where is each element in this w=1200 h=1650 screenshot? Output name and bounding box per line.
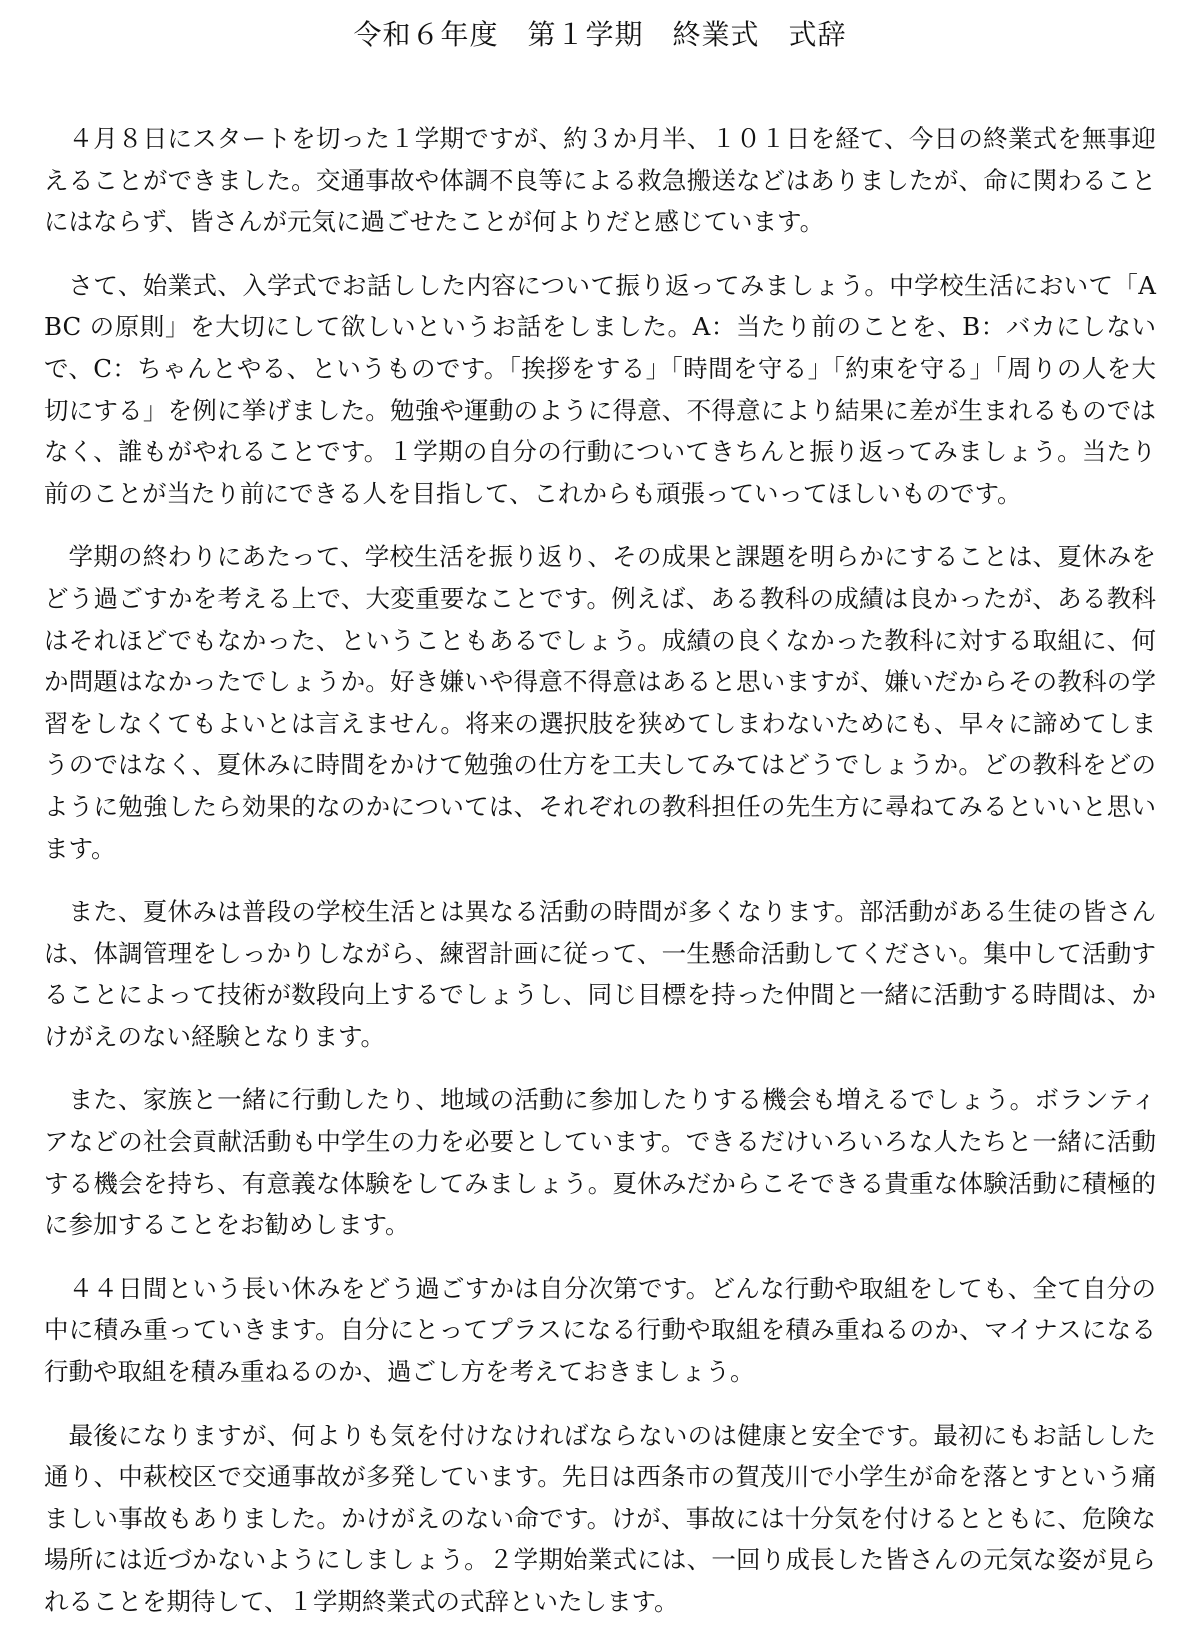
paragraph-4: また、夏休みは普段の学校生活とは異なる活動の時間が多くなります。部活動がある生徒の皆さんは、体調管理をしっかりしながら、練習計画に従って、一生懸命活動してください。集中して活動することによって技術が数段向上するでしょうし、同じ目標を持った仲間と一緒に活動する時間は、かけがえのない経験となります。 (44, 897, 1157, 1051)
document-body (44, 118, 1156, 1645)
document-title: 令和６年度 第１学期 終業式 式辞 (353, 18, 847, 51)
paragraph-6: ４４日間という長い休みをどう過ごすかは自分次第です。どんな行動や取組をしても、全て自分の中に積み重っていきます。自分にとってプラスになる行動や取組を積み重ねるのか、マイナスになる行動や取組を積み重ねるのか、過ごし方を考えておきましょう。 (44, 1273, 1156, 1387)
paragraph-2: さて、始業式、入学式でお話しした内容について振り返ってみましょう。中学校生活において「ABC の原則」を大切にして欲しいというお話をしました。A：当たり前のことを、B：バカにしないで、C：ちゃんとやる、というものです。「挨拶をする」「時間を守る」「約束を守る」「周りの人を大切にする」を例に挙げました。勉強や運動のように得意、不得意により結果に差が生まれるものではなく、誰もがやれることです。１学期の自分の行動についてきちんと振り返ってみましょう。当たり前のことが当たり前にできる人を目指して、これからも頑張っていってほしいものです。 (44, 270, 1156, 508)
paragraph-7: 最後になりますが、何よりも気を付けなければならないのは健康と安全です。最初にもお話しした通り、中萩校区で交通事故が多発しています。先日は西条市の賀茂川で小学生が命を落とすという痛ましい事故もありました。かけがえのない命です。けが、事故には十分気を付けるとともに、危険な場所には近づかないようにしましょう。２学期始業式には、一回り成長した皆さんの元気な姿が見られることを期待して、１学期終業式の式辞といたします。 (44, 1420, 1156, 1616)
paragraph-3: 学期の終わりにあたって、学校生活を振り返り、その成果と課題を明らかにすることは、夏休みをどう過ごすかを考える上で、大変重要なことです。例えば、ある教科の成績は良かったが、ある教科はそれほどでもなかった、ということもあるでしょう。成績の良くなかった教科に対する取組に、何か問題はなかったでしょうか。好き嫌いや得意不得意はあると思いますが、嫌いだからその教科の学習をしなくてもよいとは言えません。将来の選択肢を狭めてしまわないためにも、早々に諦めてしまうのではなく、夏休みに時間をかけて勉強の仕方を工夫してみてはどうでしょうか。どの教科をどのように勉強したら効果的なのかについては、それぞれの教科担任の先生方に尋ねてみるといいと思います。 (44, 542, 1157, 863)
paragraph-1: ４月８日にスタートを切った１学期ですが、約３か月半、１０１日を経て、今日の終業式を無事迎えることができました。交通事故や体調不良等による救急搬送などはありましたが、命に関わることにはならず、皆さんが元気に過ごせたことが何よりだと感じています。 (44, 124, 1156, 237)
paragraph-5: また、家族と一緒に行動したり、地域の活動に参加したりする機会も増えるでしょう。ボランティアなどの社会貢献活動も中学生の力を必要としています。できるだけいろいろな人たちと一緒に活動する機会を持ち、有意義な体験をしてみましょう。夏休みだからこそできる貴重な体験活動に積極的に参加することをお勧めします。 (44, 1085, 1156, 1240)
